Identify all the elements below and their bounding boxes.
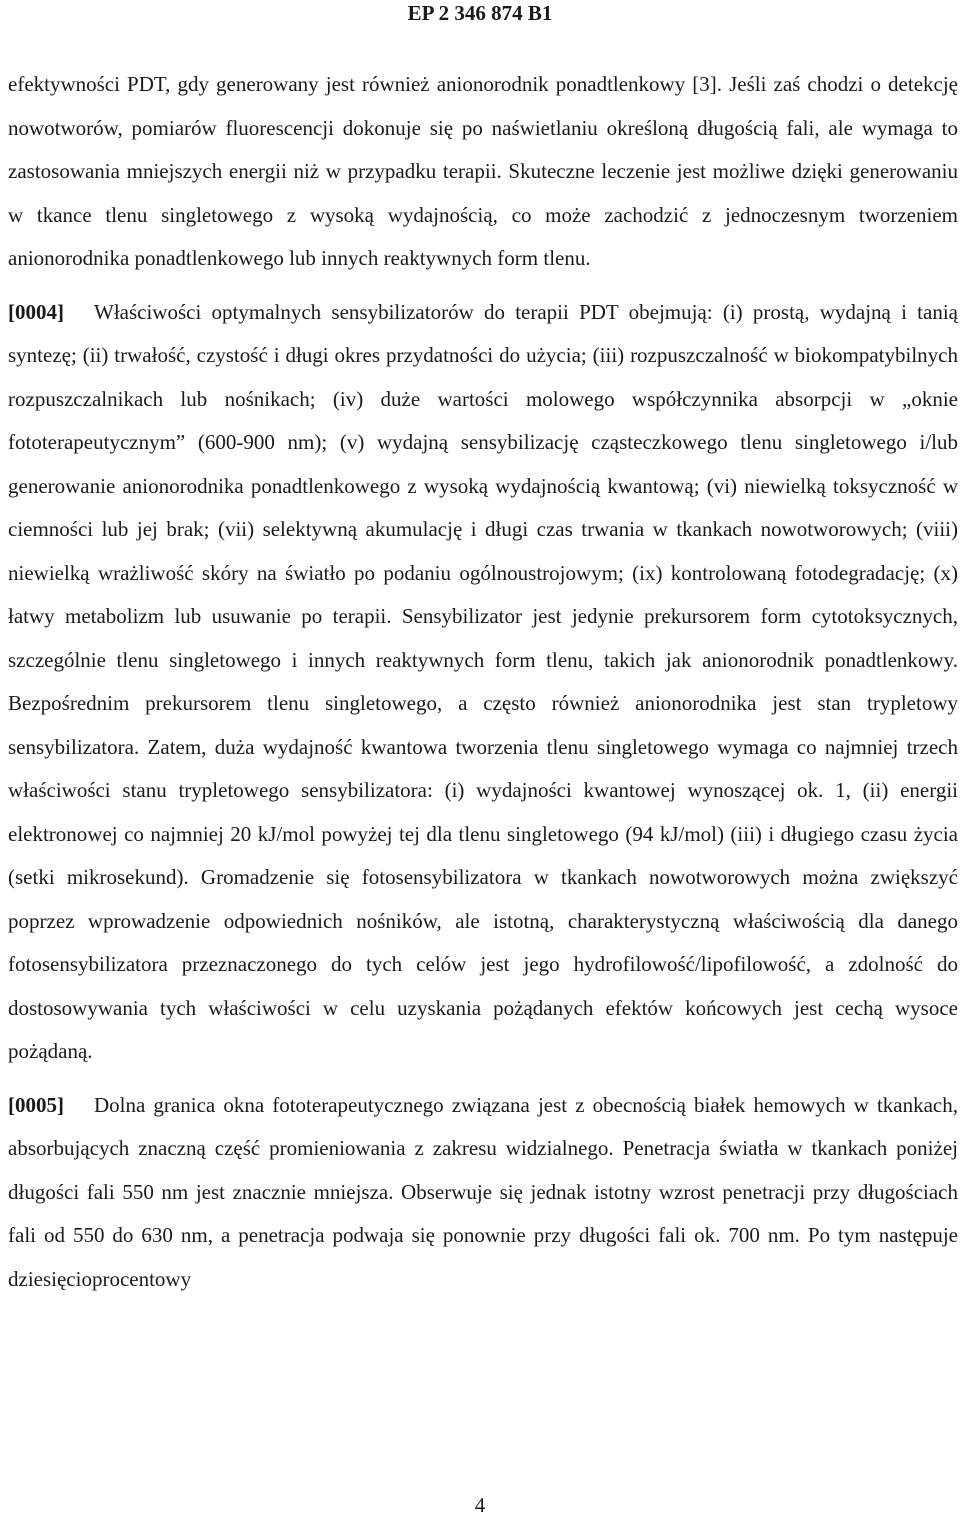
paragraph-continuation xyxy=(8,63,958,281)
paragraph-text: efektywności PDT, gdy generowany jest również anionorodnik ponadtlenkowy [3]. Jeśli zaś chodzi o detekcję nowotworów, pomiarów fluorescencji dokonuje się po naświetlaniu określoną długością fali, ale wymaga to zastosowania mniejszych energii niż w przypadku terapii. Skuteczne leczenie jest możliwe dzięki generowaniu w tkance tlenu singletowego z wysoką wydajnością, co może zachodzić z jednoczesnym tworzeniem anionorodnika ponadtlenkowego lub innych reaktywnych form tlenu. xyxy=(8,72,958,270)
page-number: 4 xyxy=(474,1493,486,1517)
patent-number-header: EP 2 346 874 B1 xyxy=(407,1,553,25)
document-body xyxy=(8,63,958,1301)
paragraph-text: Właściwości optymalnych sensybilizatorów do terapii PDT obejmują: (i) prostą, wydajną i tanią syntezę; (ii) trwałość, czystość i długi okres przydatności do użycia; (iii) rozpuszczalność w biokompatybilnych rozpuszczalnikach lub nośnikach; (iv) duże wartości molowego współczynnika absorpcji w „oknie fototerapeutycznym” (600-900 nm); (v) wydajną sensybilizację cząsteczkowego tlenu singletowego i/lub generowanie anionorodnika ponadtlenkowego z wysoką wydajnością kwantową; (vi) niewielką toksyczność w ciemności lub jej brak; (vii) selektywną akumulację i długi czas trwania w tkankach nowotworowych; (viii) niewielką wrażliwość skóry na światło po podaniu ogólnoustrojowym; (ix) kontrolowaną fotodegradację; (x) łatwy metabolizm lub usuwanie po terapii. Sensybilizator jest jedynie prekursorem form cytotoksycznych, szczególnie tlenu singletowego i innych reaktywnych form tlenu, takich jak anionorodnik ponadtlenkowy. Bezpośrednim prekursorem tlenu singletowego, a często również anionorodnika jest stan trypletowy sensybilizatora. Zatem, duża wydajność kwantowa tworzenia tlenu singletowego wymaga co najmniej trzech właściwości stanu trypletowego sensybilizatora: (i) wydajności kwantowej wynoszącej ok. 1, (ii) energii elektronowej co najmniej 20 kJ/mol powyżej tej dla tlenu singletowego (94 kJ/mol) (iii) i długiego czasu życia (setki mikrosekund). Gromadzenie się fotosensybilizatora w tkankach nowotworowych można zwiększyć poprzez wprowadzenie odpowiednich nośników, ale istotną, charakterystyczną właściwością dla danego fotosensybilizatora przeznaczonego do tych celów jest jego hydrofilowość/lipofilowość, a zdolność do dostosowywania tych właściwości w celu uzyskania pożądanych efektów końcowych jest cechą wysoce pożądaną. xyxy=(8,299,958,1063)
paragraph-number: [0005] xyxy=(8,1092,64,1117)
paragraph-number: [0004] xyxy=(8,299,64,324)
paragraph-0005 xyxy=(8,1084,958,1302)
paragraph-text: Dolna granica okna fototerapeutycznego związana jest z obecnością białek hemowych w tkankach, absorbujących znaczną część promieniowania z zakresu widzialnego. Penetracja światła w tkankach poniżej długości fali 550 nm jest znacznie mniejsza. Obserwuje się jednak istotny wzrost penetracji przy długościach fali od 550 do 630 nm, a penetracja podwaja się ponownie przy długości fali ok. 700 nm. Po tym następuje dziesięcioprocentowy xyxy=(8,1092,958,1291)
paragraph-0004 xyxy=(8,291,958,1074)
